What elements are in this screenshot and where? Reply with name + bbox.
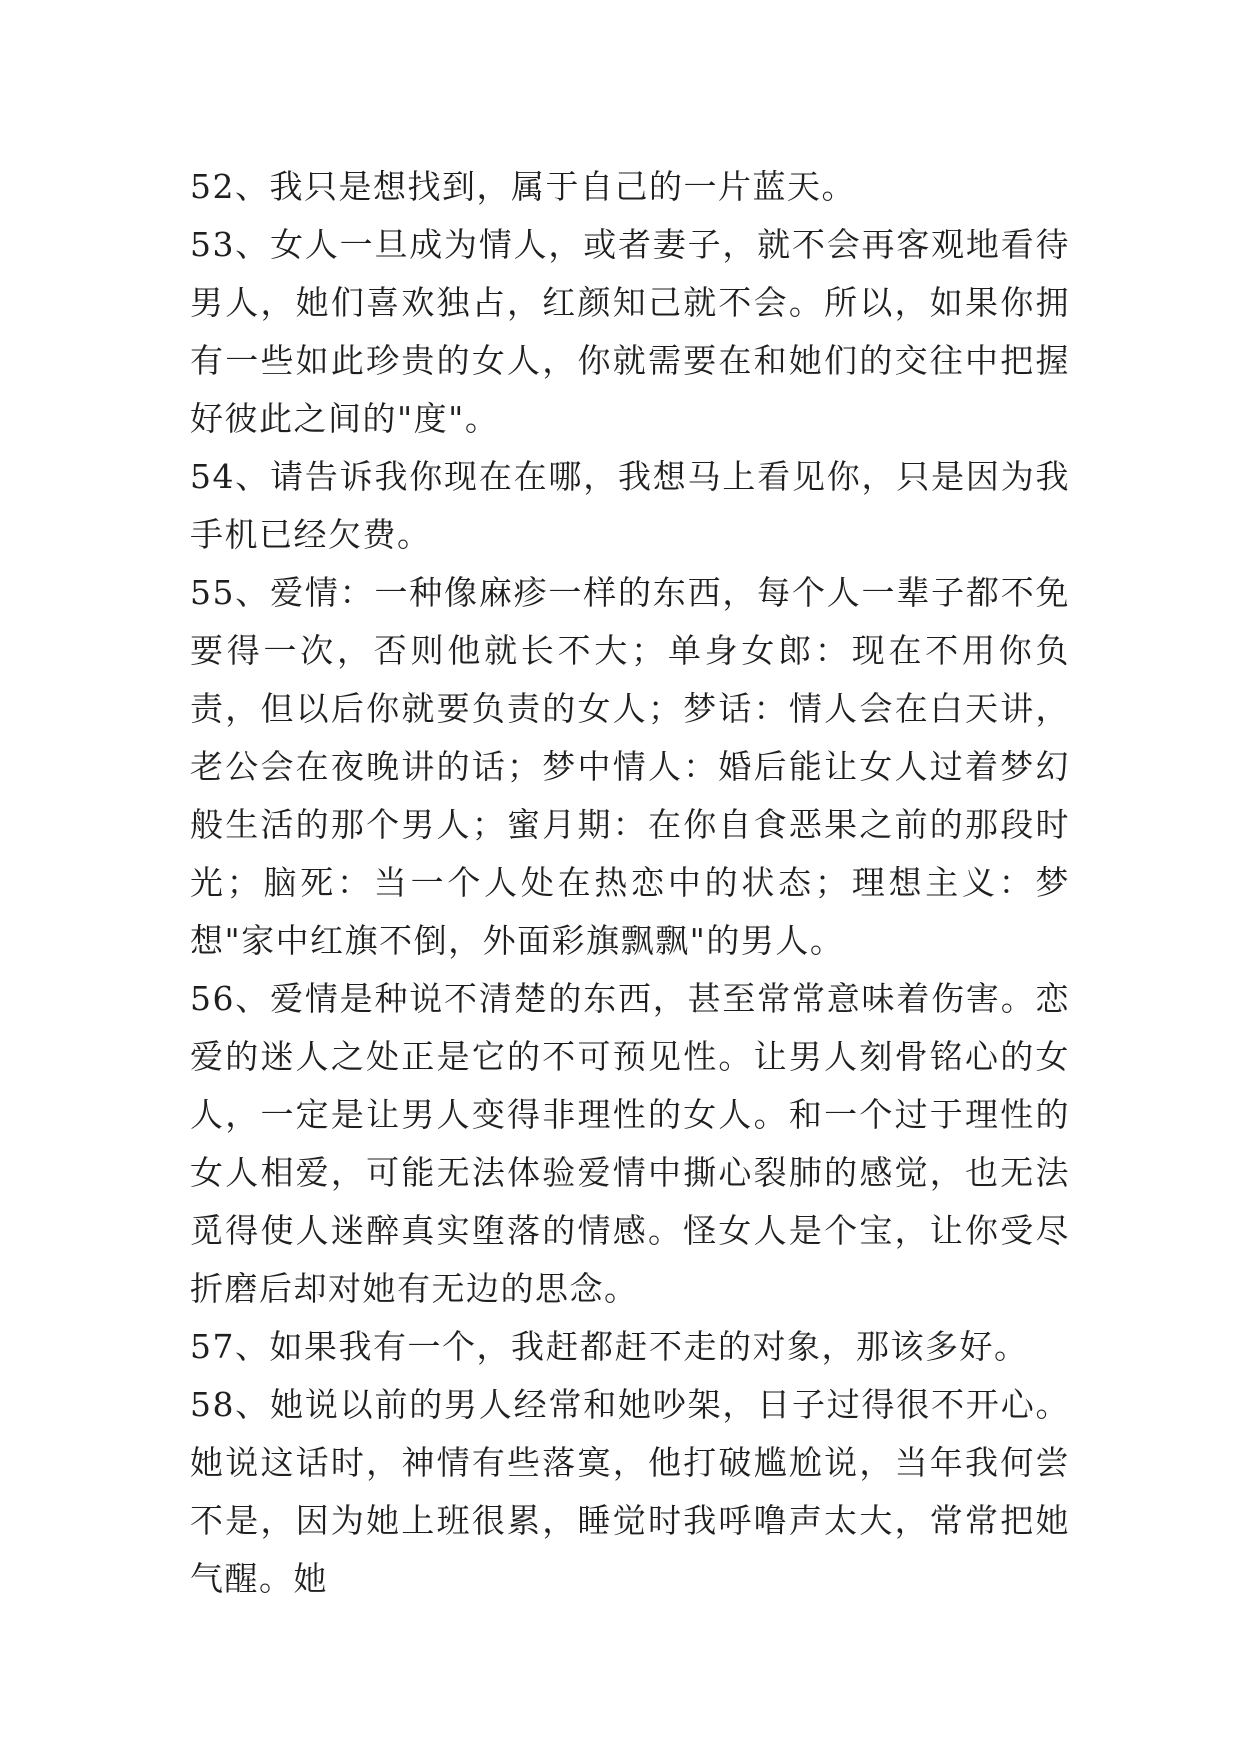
paragraph-58: 58、她说以前的男人经常和她吵架，日子过得很不开心。她说这话时，神情有些落寞，他打破尴尬说，当年我何尝不是，因为她上班很累，睡觉时我呼噜声太大，常常把她气醒。她 bbox=[190, 1385, 1070, 1598]
paragraph-55: 55、爱情：一种像麻疹一样的东西，每个人一辈子都不免要得一次，否则他就长不大；单身女郎：现在不用你负责，但以后你就要负责的女人；梦话：情人会在白天讲，老公会在夜晚讲的话；梦中情人：婚后能让女人过着梦幻般生活的那个男人；蜜月期：在你自食恶果之前的那段时光；脑死：当一个人处在热恋中的状态；理想主义：梦想"家中红旗不倒，外面彩旗飘飘"的男人。 bbox=[190, 573, 1070, 960]
paragraph-54: 54、请告诉我你现在在哪，我想马上看见你，只是因为我手机已经欠费。 bbox=[190, 457, 1070, 554]
document-body bbox=[190, 158, 1070, 1608]
paragraph-53: 53、女人一旦成为情人，或者妻子，就不会再客观地看待男人，她们喜欢独占，红颜知己就不会。所以，如果你拥有一些如此珍贵的女人，你就需要在和她们的交往中把握好彼此之间的"度"。 bbox=[190, 225, 1070, 438]
paragraph-57: 57、如果我有一个，我赶都赶不走的对象，那该多好。 bbox=[190, 1327, 1029, 1366]
paragraph-52: 52、我只是想找到，属于自己的一片蓝天。 bbox=[190, 167, 856, 206]
paragraph-56: 56、爱情是种说不清楚的东西，甚至常常意味着伤害。恋爱的迷人之处正是它的不可预见性。让男人刻骨铭心的女人，一定是让男人变得非理性的女人。和一个过于理性的女人相爱，可能无法体验爱情中撕心裂肺的感觉，也无法觅得使人迷醉真实堕落的情感。怪女人是个宝，让你受尽折磨后却对她有无边的思念。 bbox=[190, 979, 1070, 1308]
